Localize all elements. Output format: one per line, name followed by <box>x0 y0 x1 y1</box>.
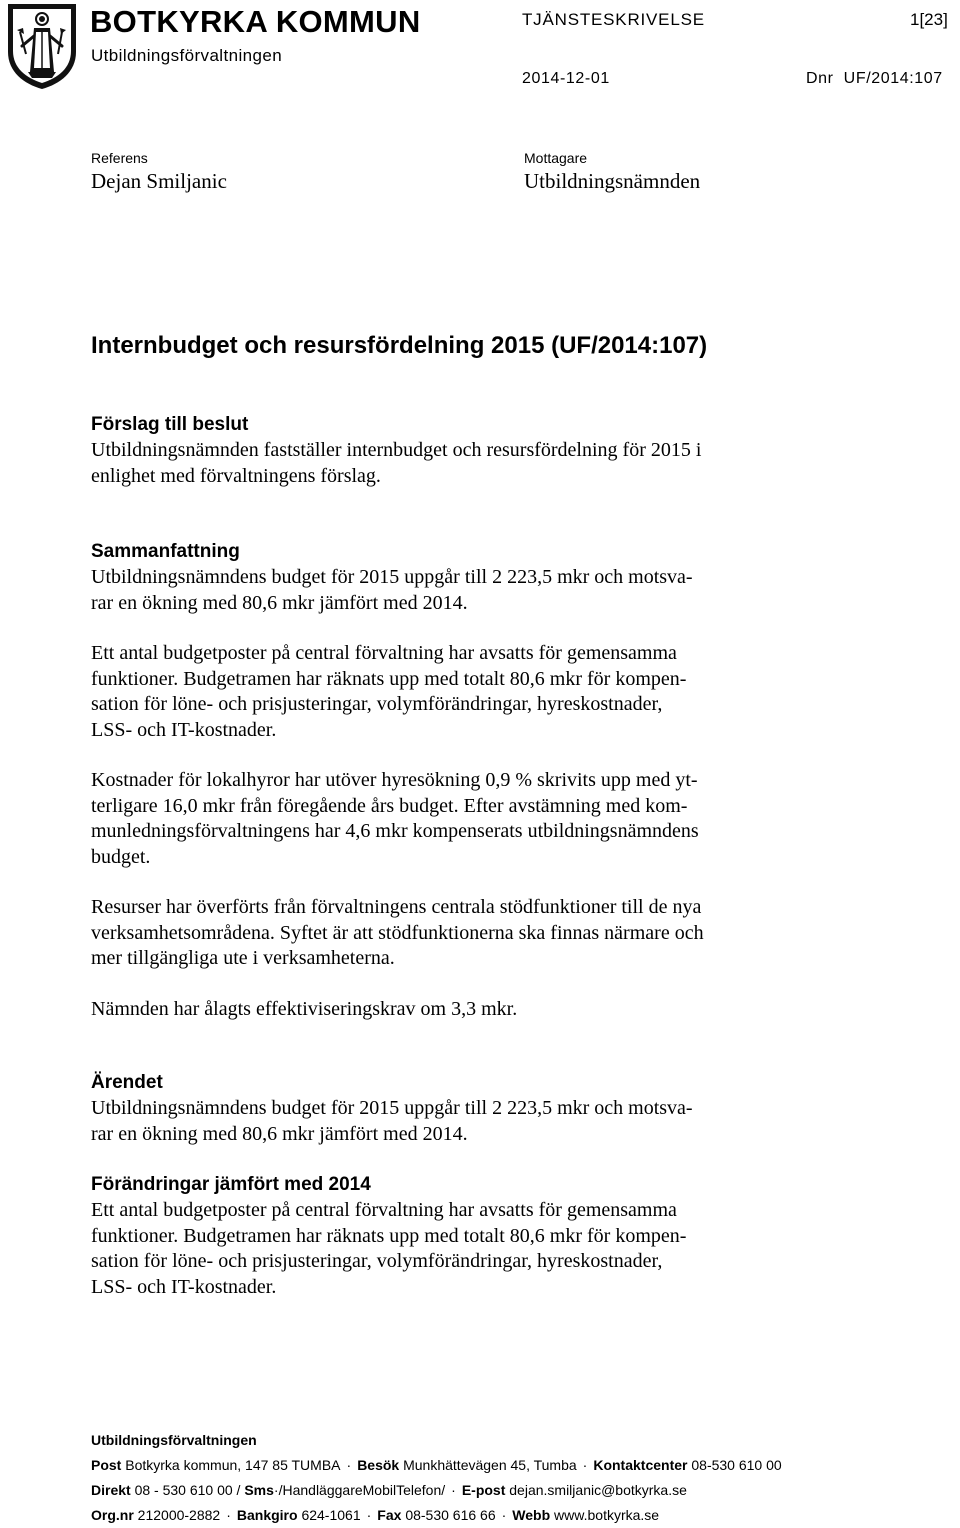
decision-heading: Förslag till beslut <box>91 414 249 435</box>
text-line: rar en ökning med 80,6 mkr jämfört med 2014. <box>91 591 468 614</box>
text-line: funktioner. Budgetramen har räknats upp med totalt 80,6 mkr för kompen- <box>91 667 687 690</box>
matter-paragraph <box>91 1096 821 1147</box>
text-line: budget. <box>91 845 151 868</box>
footer-email-value[interactable]: dejan.smiljanic@botkyrka.se <box>509 1482 687 1498</box>
summary-paragraph-3 <box>91 768 821 870</box>
footer-sms-label: Sms <box>244 1482 274 1498</box>
footer-sms-value: ·/HandläggareMobilTelefon/ <box>273 1482 446 1498</box>
recipient-name: Utbildningsnämnden <box>524 169 701 193</box>
footer-contact-label: Kontaktcenter <box>593 1457 688 1473</box>
summary-paragraph-5 <box>91 997 821 1023</box>
text-line: Utbildningsnämndens budget för 2015 uppgår till 2 223,5 mkr och motsva- <box>91 566 693 588</box>
text-line: LSS- och IT-kostnader. <box>91 1275 277 1298</box>
footer-visit-value: Munkhättevägen 45, Tumba <box>403 1457 577 1473</box>
text-line: Kostnader för lokalhyror har utöver hyresökning 0,9 % skrivits upp med yt- <box>91 769 698 791</box>
text-line: Ett antal budgetposter på central förvaltning har avsatts för gemensamma <box>91 642 677 664</box>
footer-web-link[interactable]: www.botkyrka.se <box>554 1507 660 1523</box>
text-line: Utbildningsnämnden fastställer internbudget och resursfördelning för 2015 i <box>91 439 702 461</box>
summary-paragraph-4 <box>91 895 821 972</box>
footer-post-value: Botkyrka kommun, 147 85 TUMBA <box>125 1457 341 1473</box>
footer-contact-value: 08-530 610 00 <box>691 1457 782 1473</box>
botkyrka-crest-logo <box>4 2 80 90</box>
document-title: Internbudget och resursfördelning 2015 (UF/2014:107) <box>91 332 708 359</box>
document-date: 2014-12-01 <box>522 70 610 87</box>
text-line: Nämnden har ålagts effektiviseringskrav om 3,3 mkr. <box>91 997 518 1020</box>
footer-org-label: Org.nr <box>91 1507 134 1523</box>
footer-fax-label: Fax <box>377 1507 402 1523</box>
brand-name: BOTKYRKA KOMMUN <box>90 4 421 39</box>
summary-heading: Sammanfattning <box>91 541 240 562</box>
text-line: terligare 16,0 mkr från föregående års budget. Efter avstämning med kom- <box>91 794 688 817</box>
changes-heading: Förändringar jämfört med 2014 <box>91 1174 371 1195</box>
text-line: verksamhetsområdena. Syftet är att stödfunktionerna ska finnas närmare och <box>91 921 704 944</box>
text-line: LSS- och IT-kostnader. <box>91 718 277 741</box>
summary-paragraph-2 <box>91 641 821 743</box>
footer-web-label: Webb <box>512 1507 551 1523</box>
footer-direct-value: 08 - 530 610 00 / <box>134 1482 241 1498</box>
text-line: Ett antal budgetposter på central förvaltning har avsatts för gemensamma <box>91 1199 677 1221</box>
footer-org-value: 212000-2882 <box>137 1507 221 1523</box>
reference-label: Referens <box>91 150 148 166</box>
document-body <box>91 332 821 1300</box>
text-line: munledningsförvaltningens har 4,6 mkr kompenserats utbildningsnämndens <box>91 820 699 842</box>
text-line: mer tillgängliga ute i verksamheterna. <box>91 947 395 969</box>
changes-paragraph <box>91 1198 821 1300</box>
text-line: rar en ökning med 80,6 mkr jämfört med 2014. <box>91 1122 468 1145</box>
matter-heading: Ärendet <box>91 1072 163 1093</box>
footer-post-label: Post <box>91 1457 122 1473</box>
page-number: 1[23] <box>910 10 948 29</box>
text-line: funktioner. Budgetramen har räknats upp med totalt 80,6 mkr för kompen- <box>91 1224 687 1247</box>
text-line: sation för löne- och prisjusteringar, volymförändringar, hyreskostnader, <box>91 1250 663 1272</box>
department-name: Utbildningsförvaltningen <box>91 46 283 65</box>
diary-number: Dnr UF/2014:107 <box>806 70 943 87</box>
text-line: sation för löne- och prisjusteringar, volymförändringar, hyreskostnader, <box>91 693 663 715</box>
text-line: enlighet med förvaltningens förslag. <box>91 464 381 487</box>
decision-paragraph <box>91 438 821 489</box>
footer-direct-label: Direkt <box>91 1482 131 1498</box>
summary-paragraph-1 <box>91 565 821 616</box>
recipient-label: Mottagare <box>524 150 588 166</box>
footer-bankgiro-label: Bankgiro <box>236 1507 298 1523</box>
text-line: Resurser har överförts från förvaltningens centrala stödfunktioner till de nya <box>91 896 702 918</box>
page-footer: Utbildningsförvaltningen Post Botkyrka kommun, 147 85 TUMBA · Besök Munkhättevägen 45, Tumba · Kontaktcenter 08-530 610 00 Direkt 08 - 530 610 00 / Sms·/HandläggareMobilTelefon/ · E-post dejan.smiljanic@botkyrka.se Org.nr 212000-2882 · Bankgiro 624-1061 · Fax 08-530 616 66 · Webb www.botkyrka.se <box>91 1432 782 1523</box>
text-line: Utbildningsnämndens budget för 2015 uppgår till 2 223,5 mkr och motsva- <box>91 1097 693 1119</box>
footer-email-label: E-post <box>461 1482 506 1498</box>
footer-visit-label: Besök <box>357 1457 400 1473</box>
footer-bankgiro-value: 624-1061 <box>301 1507 361 1523</box>
footer-department: Utbildningsförvaltningen <box>91 1432 257 1448</box>
reference-name: Dejan Smiljanic <box>91 169 227 193</box>
document-type: TJÄNSTESKRIVELSE <box>522 10 705 29</box>
footer-fax-value: 08-530 616 66 <box>405 1507 496 1523</box>
